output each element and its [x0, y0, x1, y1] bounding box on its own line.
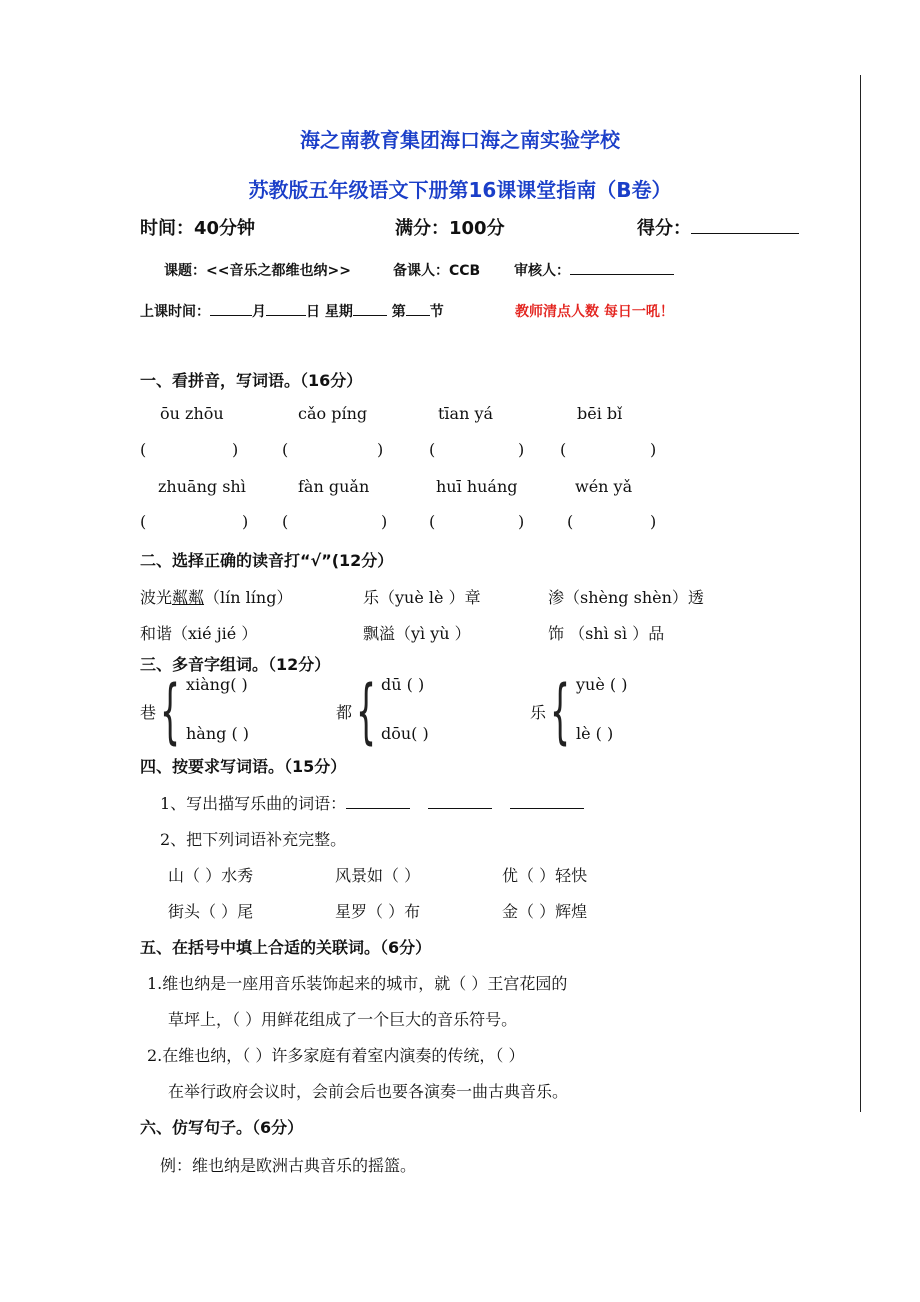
- week-label: 星期: [324, 304, 353, 320]
- score-label: 满分：100分: [395, 218, 505, 239]
- margin-rule: [860, 75, 861, 1112]
- polyphone-reading[interactable]: xiàng( ): [186, 675, 248, 694]
- answer-paren-close: ): [650, 440, 657, 459]
- pinyin-5: zhuāng shì: [158, 477, 246, 496]
- month-label: 月: [252, 304, 266, 320]
- polyphone-char: 都: [336, 703, 353, 722]
- day-blank[interactable]: [266, 315, 306, 316]
- idiom-fill[interactable]: 金（ ）辉煌: [502, 902, 588, 921]
- pinyin-3: tīan yá: [438, 404, 494, 423]
- answer-paren-open: (: [282, 440, 289, 459]
- answer-paren-close: ): [381, 512, 388, 531]
- polyphone-reading[interactable]: dū ( ): [381, 675, 425, 694]
- class-time-label: 上课时间：: [140, 304, 210, 320]
- school-title: 海之南教育集团海口海之南实验学校: [300, 128, 620, 152]
- pinyin-6: fàn guǎn: [298, 477, 370, 496]
- question-5-2-line1[interactable]: 2.在维也纳，（ ）许多家庭有着室内演奏的传统，（ ）: [147, 1046, 525, 1065]
- pinyin-choice[interactable]: （lín líng）: [204, 588, 293, 607]
- polyphone-reading[interactable]: yuè ( ): [576, 675, 628, 694]
- answer-paren-open: (: [429, 512, 436, 531]
- question-5-2-line2: 在举行政府会议时，会前会后也要各演奏一曲古典音乐。: [168, 1082, 569, 1101]
- polyphone-reading[interactable]: hàng ( ): [186, 724, 250, 743]
- lesson-blank[interactable]: [406, 315, 430, 316]
- topic-label: 课题：<<音乐之都维也纳>>: [164, 263, 351, 279]
- answer-blank[interactable]: [510, 808, 584, 809]
- brace-icon: {: [550, 670, 571, 752]
- answer-paren-open: (: [560, 440, 567, 459]
- idiom-fill[interactable]: 风景如（ ）: [335, 866, 421, 885]
- answer-paren-close: ): [377, 440, 384, 459]
- section-label: 节: [429, 304, 444, 320]
- preparer-label: 备课人：CCB: [393, 263, 481, 279]
- item-shentou[interactable]: 渗（shèng shèn）透: [548, 588, 704, 607]
- time-label: 时间：40分钟: [140, 218, 256, 239]
- answer-paren-open: (: [567, 512, 574, 531]
- section3-heading: 三、多音字组词。（12分）: [140, 655, 331, 674]
- item-hexie[interactable]: 和谐（xié jié ）: [140, 624, 258, 643]
- answer-blank[interactable]: [428, 808, 492, 809]
- question-4-2: 2、把下列词语补充完整。: [160, 830, 347, 849]
- day-label: 日: [306, 304, 320, 320]
- section6-heading: 六、仿写句子。（6分）: [140, 1118, 304, 1137]
- pinyin-2: cǎo píng: [298, 404, 368, 423]
- polyphone-reading[interactable]: dōu( ): [381, 724, 429, 743]
- polyphone-char: 乐: [530, 703, 547, 722]
- pinyin-4: bēi bǐ: [577, 404, 623, 423]
- course-title: 苏教版五年级语文下册第16课课堂指南（B卷）: [248, 178, 672, 202]
- obtained-label: 得分：: [637, 218, 691, 239]
- brace-icon: {: [160, 670, 181, 752]
- item-piaoyi[interactable]: 飘溢（yì yù ）: [363, 624, 471, 643]
- question-4-1-text: 1、写出描写乐曲的词语：: [160, 794, 347, 813]
- section4-heading: 四、按要求写词语。（15分）: [140, 757, 347, 776]
- answer-paren-open: (: [282, 512, 289, 531]
- question-4-1: [160, 791, 584, 814]
- polyphone-reading[interactable]: lè ( ): [576, 724, 614, 743]
- word-linlin: 粼粼: [172, 588, 205, 607]
- lesson-label: 第: [391, 304, 406, 320]
- answer-paren-close: ): [650, 512, 657, 531]
- question-5-1-line1[interactable]: 1.维也纳是一座用音乐装饰起来的城市，就（ ）王宫花园的: [147, 974, 568, 993]
- reviewer-label: 审核人：: [514, 263, 570, 279]
- pinyin-7: huī huáng: [436, 477, 518, 496]
- answer-paren-close: ): [518, 440, 525, 459]
- answer-paren-close: ): [518, 512, 525, 531]
- section2-heading: 二、选择正确的读音打“√”(12分）: [140, 551, 394, 570]
- answer-blank[interactable]: [346, 808, 410, 809]
- teacher-note: 教师清点人数 每日一吼！: [515, 304, 674, 320]
- example-sentence: 例：维也纳是欧洲古典音乐的摇篮。: [160, 1156, 417, 1175]
- section1-heading: 一、看拼音，写词语。（16分）: [140, 371, 363, 390]
- obtained-score: [637, 214, 799, 240]
- score-blank[interactable]: [691, 233, 799, 234]
- answer-paren-open: (: [429, 440, 436, 459]
- item-yuezhang[interactable]: 乐（yuè lè ）章: [363, 588, 481, 607]
- section5-heading: 五、在括号中填上合适的关联词。（6分）: [140, 938, 432, 957]
- polyphone-char: 巷: [140, 703, 157, 722]
- idiom-fill[interactable]: 街头（ ）尾: [168, 902, 254, 921]
- answer-paren-close: ): [242, 512, 249, 531]
- question-5-1-line2[interactable]: 草坪上，（ ）用鲜花组成了一个巨大的音乐符号。: [168, 1010, 518, 1029]
- month-blank[interactable]: [210, 315, 252, 316]
- class-time-row: [140, 301, 444, 321]
- answer-paren-open: (: [140, 440, 147, 459]
- idiom-fill[interactable]: 优（ ）轻快: [502, 866, 588, 885]
- answer-paren-close: ): [232, 440, 239, 459]
- item-boguang: [140, 585, 292, 608]
- item-shipin[interactable]: 饰 （shì sì ）品: [548, 624, 665, 643]
- pinyin-1: ōu zhōu: [160, 404, 224, 423]
- week-blank[interactable]: [353, 315, 387, 316]
- reviewer-blank[interactable]: [570, 274, 674, 275]
- idiom-fill[interactable]: 山（ ）水秀: [168, 866, 254, 885]
- answer-paren-open: (: [140, 512, 147, 531]
- pinyin-8: wén yǎ: [575, 477, 633, 496]
- idiom-fill[interactable]: 星罗（ ）布: [335, 902, 421, 921]
- reviewer: [514, 260, 674, 280]
- word-boguang: 波光: [140, 588, 173, 607]
- brace-icon: {: [356, 670, 377, 752]
